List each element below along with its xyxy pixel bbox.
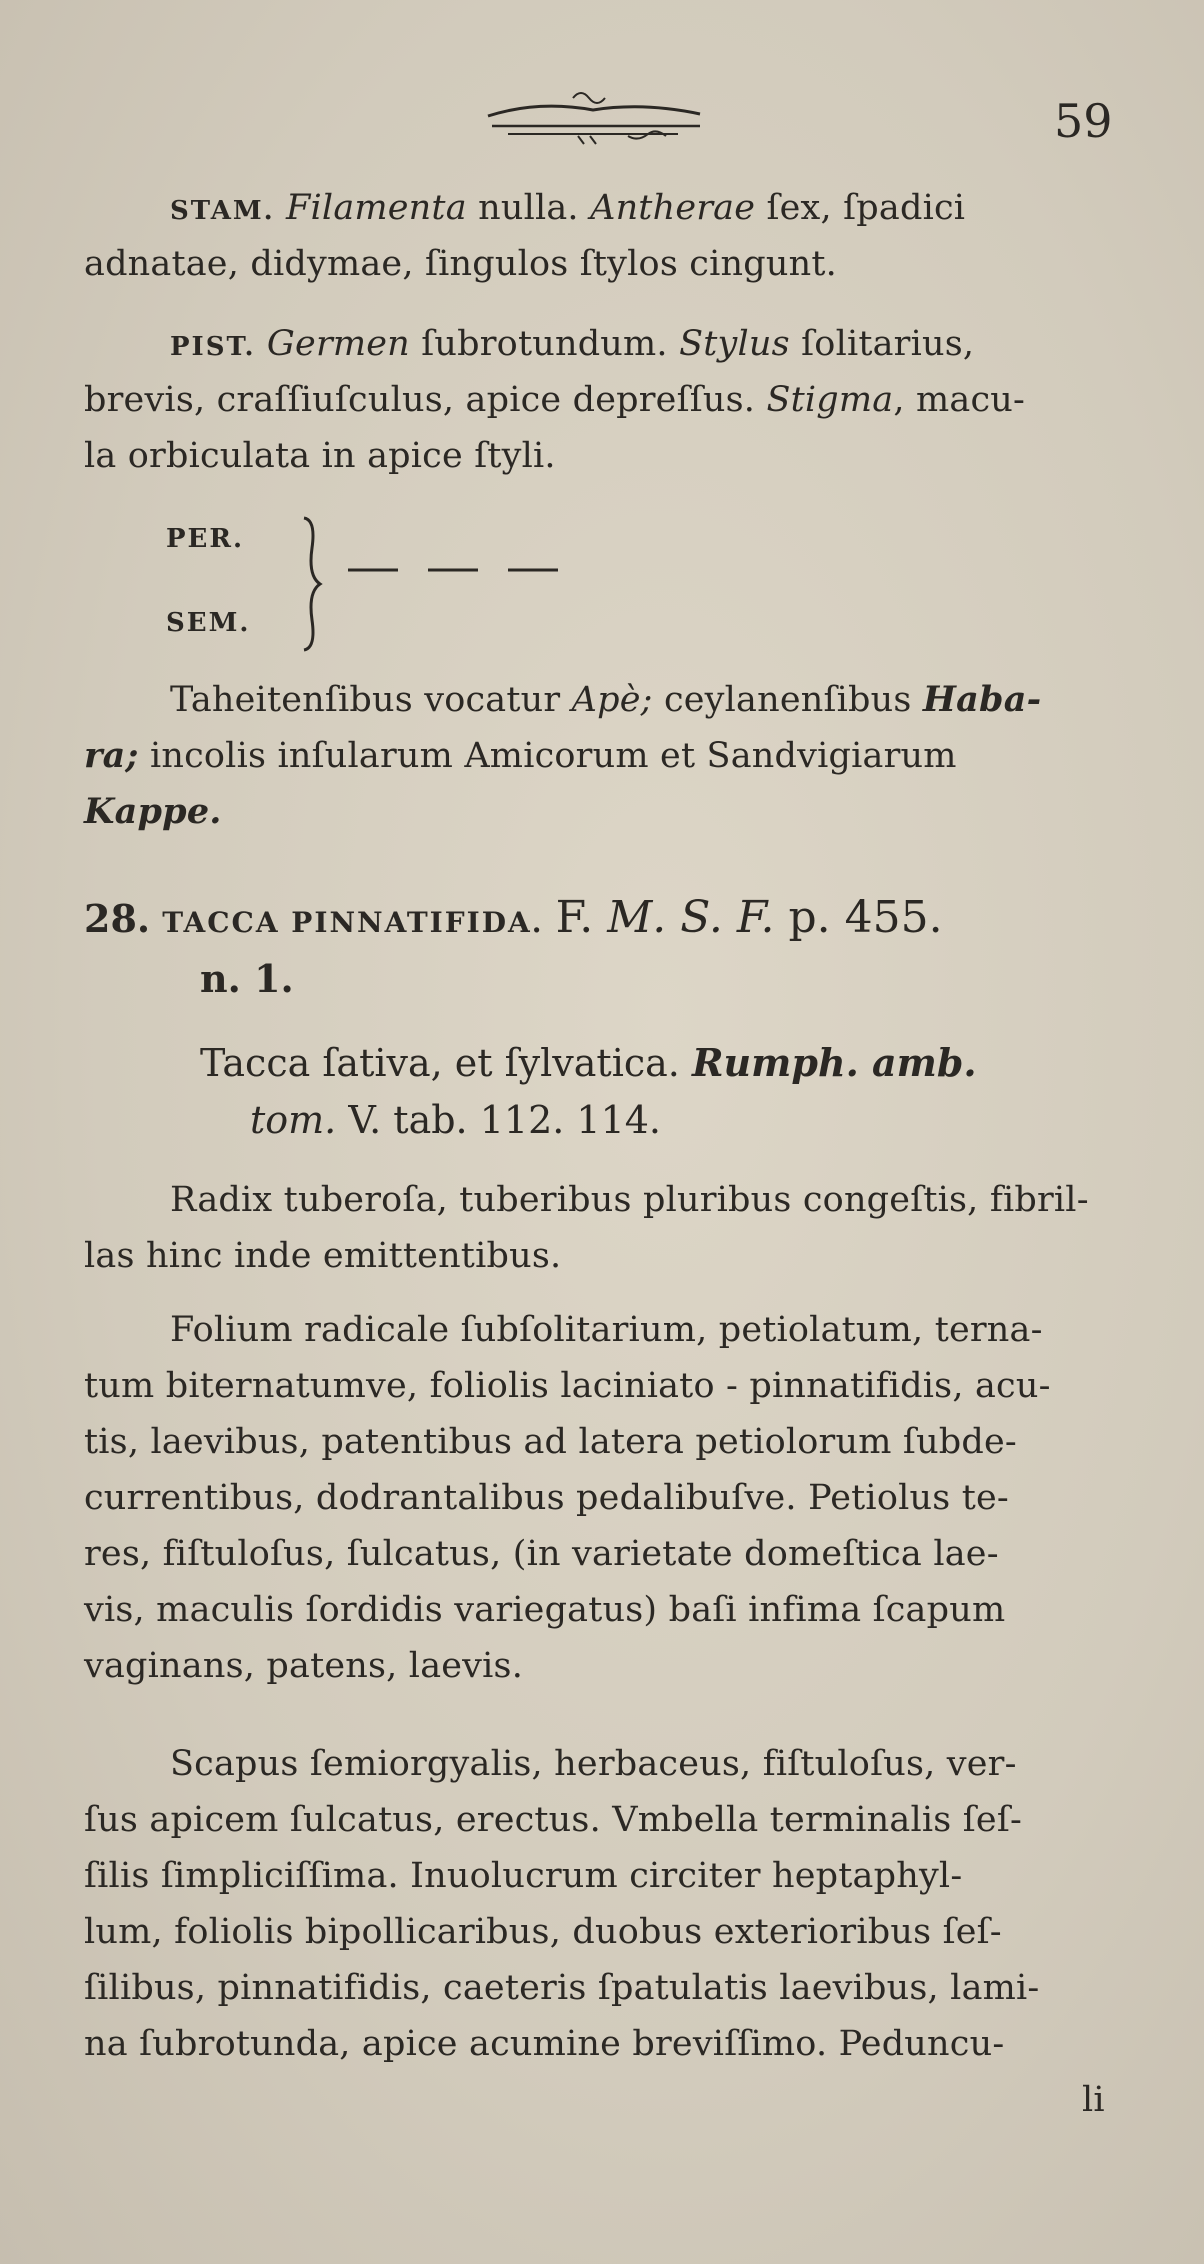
- stam-term-filamenta: Filamenta: [286, 188, 467, 228]
- species-name: TACCA PINNATIFIDA.: [162, 906, 544, 939]
- species-ref-italic: M. S. F.: [607, 892, 775, 943]
- vernacular-text: Taheitenſibus vocatur: [170, 680, 572, 720]
- stam-term-antherae: Antherae: [590, 188, 756, 228]
- synonym-tab: V. tab. 112. 114.: [336, 1098, 662, 1142]
- folium-line: Folium radicale ſubſolitarium, petiolatum, terna-: [170, 1310, 1043, 1350]
- vernacular-ra: ra;: [84, 735, 139, 776]
- synonym-text: Tacca ſativa, et ſylvatica.: [200, 1041, 692, 1085]
- header-ornament: [478, 78, 708, 148]
- dash-placeholder: [348, 560, 568, 580]
- pist-line-3: la orbiculata in apice ſtyli.: [84, 436, 556, 476]
- catchword: li: [1082, 2080, 1105, 2120]
- stam-text-2: ſex, ſpadici: [755, 188, 966, 228]
- pist-term-stigma: Stigma: [766, 380, 894, 420]
- species-heading: [84, 892, 943, 943]
- page-number: 59: [1054, 94, 1113, 148]
- scapus-line: Scapus ſemiorgyalis, herbaceus, fiſtuloſus, ver-: [170, 1744, 1017, 1784]
- synonym-tom: tom.: [250, 1098, 337, 1142]
- pist-label: PIST.: [170, 332, 256, 362]
- vernacular-ape: Apè;: [571, 680, 653, 720]
- stam-line-2: adnatae, didymae, ſingulos ſtylos cingunt.: [84, 244, 837, 284]
- vernacular-kappe: Kappe.: [84, 791, 222, 832]
- synonym-line-2: [250, 1098, 661, 1142]
- stam-line-1: [170, 188, 965, 231]
- vernacular-text-3: incolis inſularum Amicorum et Sandvigiarum: [138, 736, 957, 776]
- pist-term-stylus: Stylus: [679, 324, 790, 364]
- folium-line: vis, maculis ſordidis variegatus) baſi infima ſcapum: [84, 1590, 1006, 1630]
- pist-text-3: brevis, craſſiuſculus, apice depreſſus.: [84, 380, 767, 420]
- folium-line: vaginans, patens, laevis.: [84, 1646, 524, 1686]
- species-ref-page: p. 455.: [774, 892, 943, 943]
- radix-line-2: las hinc inde emittentibus.: [84, 1236, 562, 1276]
- folium-line: tum biternatumve, foliolis laciniato - pinnatifidis, acu-: [84, 1366, 1051, 1406]
- vernacular-habara: Haba-: [922, 679, 1042, 720]
- pist-text: ſubrotundum.: [409, 324, 680, 364]
- species-ref-number: n. 1.: [200, 956, 294, 1001]
- pist-line-2: [84, 380, 1025, 420]
- scapus-line: lum, foliolis bipollicaribus, duobus exterioribus ſeſ-: [84, 1912, 1002, 1952]
- pist-term-germen: Germen: [266, 324, 410, 364]
- folium-line: currentibus, dodrantalibus pedalibuſve. Petiolus te-: [84, 1478, 1009, 1518]
- pist-line-1: [170, 324, 974, 367]
- scapus-line: ſilis ſimpliciſſima. Inuolucrum circiter heptaphyl-: [84, 1856, 963, 1896]
- radix-line-1: Radix tuberoſa, tuberibus pluribus congeſtis, fibril-: [170, 1180, 1089, 1220]
- scapus-line: ſus apicem ſulcatus, erectus. Vmbella terminalis ſeſ-: [84, 1800, 1023, 1840]
- scapus-line: na ſubrotunda, apice acumine breviſſimo. Peduncu-: [84, 2024, 1005, 2064]
- pist-text-4: , macu-: [893, 380, 1026, 420]
- synonym-line-1: [200, 1040, 977, 1085]
- folium-line: res, fiſtuloſus, ſulcatus, (in varietate domeſtica lae-: [84, 1534, 999, 1574]
- pist-text-2: ſolitarius,: [789, 324, 975, 364]
- species-ref: F.: [555, 892, 608, 943]
- vernacular-line-1: [170, 680, 1041, 720]
- synonym-citation: Rumph. amb.: [691, 1040, 977, 1085]
- species-number: 28.: [84, 896, 151, 941]
- folium-line: tis, laevibus, patentibus ad latera petiolorum ſubde-: [84, 1422, 1017, 1462]
- vernacular-text-2: ceylanenſibus: [652, 680, 923, 720]
- stam-label: STAM.: [170, 196, 275, 226]
- stam-text: nulla.: [466, 188, 591, 228]
- per-label: PER.: [166, 524, 245, 554]
- sem-label: SEM.: [166, 608, 251, 638]
- vernacular-line-2: [84, 736, 957, 776]
- vernacular-line-3: [84, 792, 222, 832]
- curly-brace-icon: [290, 514, 330, 654]
- scapus-line: ſilibus, pinnatifidis, caeteris ſpatulatis laevibus, lami-: [84, 1968, 1040, 2008]
